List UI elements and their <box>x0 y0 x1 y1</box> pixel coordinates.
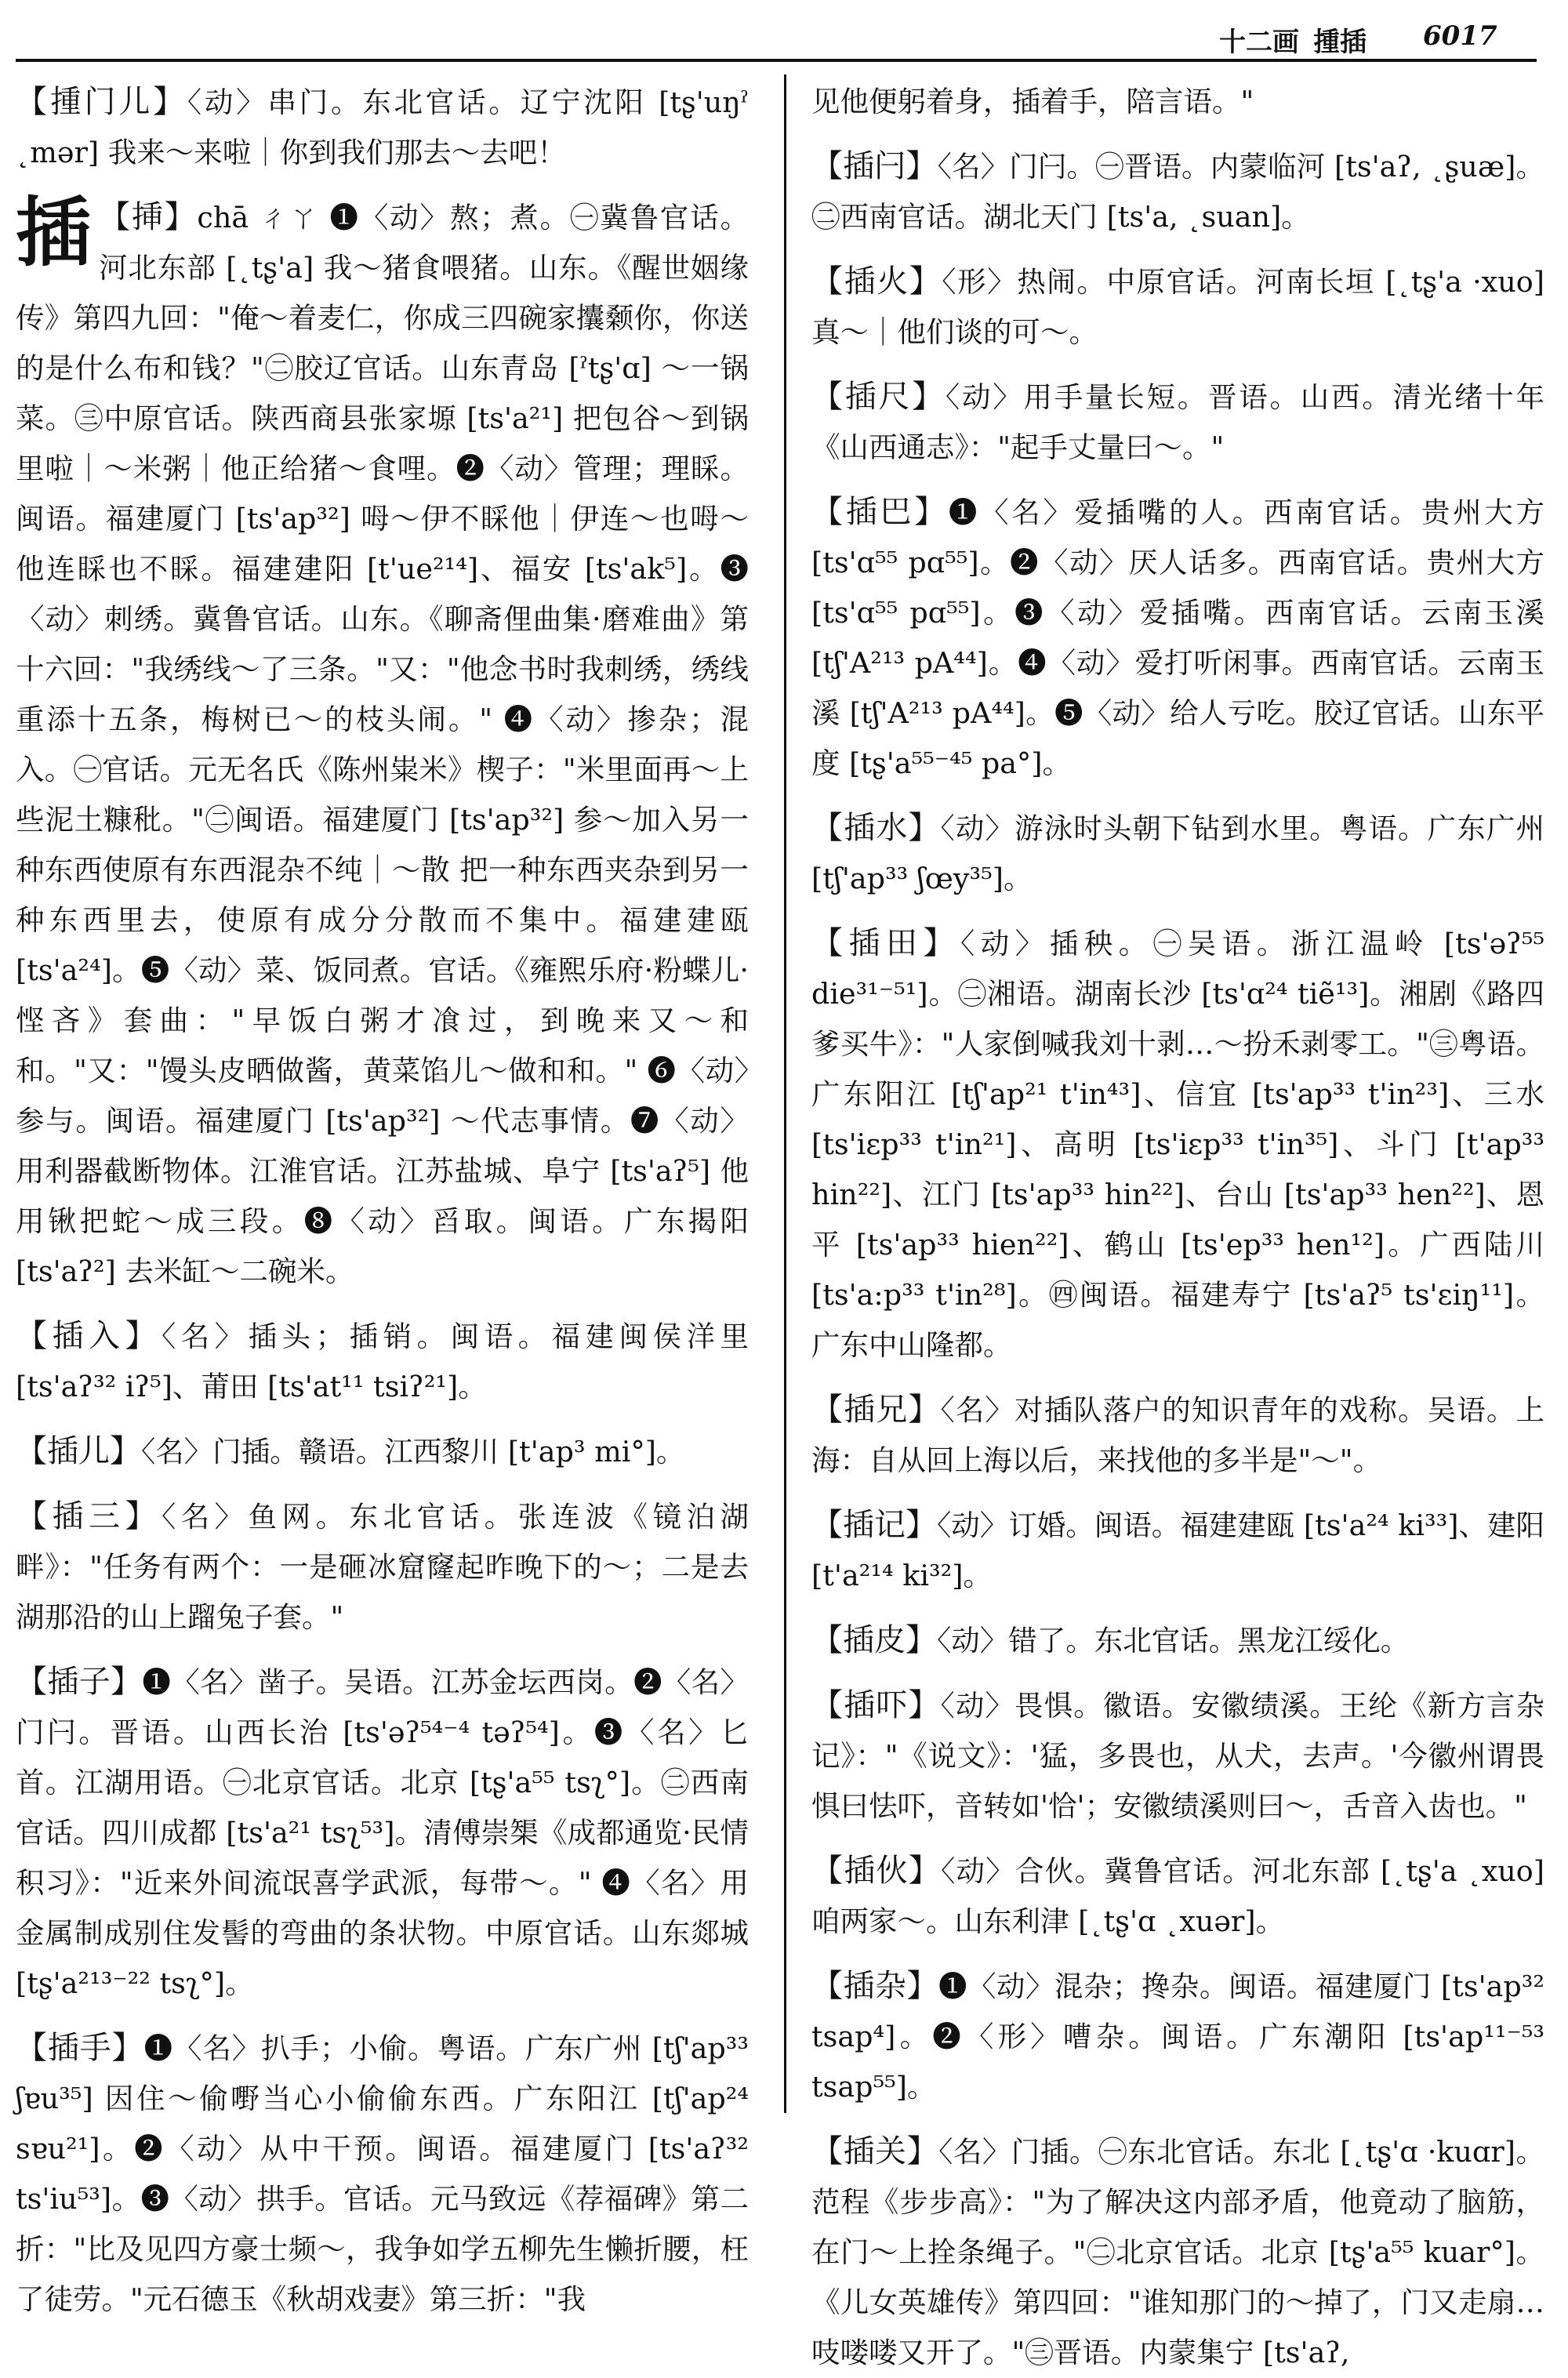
entry-headword: 【插入】 <box>16 1318 162 1354</box>
entry <box>16 188 750 1297</box>
entry-headword: 【插记】 <box>811 1507 938 1543</box>
entry-definition: ❶〈动〉混杂；搀杂。闽语。福建厦门 [ts'ap³² tsap⁴]。❷〈形〉嘈杂。闽语。广东潮阳 [ts'ap¹¹⁻⁵³ tsap⁵⁵]。 <box>811 1970 1544 2104</box>
entry <box>811 803 1544 904</box>
entry-definition: 〈名〉门插。赣语。江西黎川 [t'ap³ mi°]。 <box>141 1435 685 1469</box>
left-column <box>16 77 750 2316</box>
entry <box>811 1961 1544 2112</box>
column-divider <box>784 74 786 2113</box>
entry-headword: 【揰门儿】 <box>16 84 187 120</box>
entry <box>811 918 1544 1371</box>
entry-definition: 〈动〉用手量长短。晋语。山西。清光绪十年《山西通志》："起手丈量曰～。" <box>811 380 1544 464</box>
entry-definition: chā ㄔㄚ ❶〈动〉熬；煮。㊀冀鲁官话。河北东部 [˛tʂ'a] 我～猪食喂猪。山东。《醒世姻缘传》第四九回："俺～着麦仁，你成三四碗家攮颡你，你送的是什么布和钱？"㊁胶辽官话。山东青岛 [ˀtʂ'ɑ] ～一锅菜。㊂中原官话。陕西商县张家塬 [ts'a²¹] 把包谷～到锅里啦｜～米粥｜他正给猪～食哩。❷〈动〉管理；理睬。闽语。福建厦门 [ts'ap³²] 呣～伊不睬他｜伊连～也呣～他连睬也不睬。福建建阳 [t'ue²¹⁴]、福安 [ts'ak⁵]。❸〈动〉刺绣。冀鲁官话。山东。《聊斋俚曲集·磨难曲》第十六回："我绣线～了三条。"又："他念书时我刺绣，绣线重添十五条，梅树已～的枝头闹。" ❹〈动〉掺杂；混入。㊀官话。元无名氏《陈州粜米》楔子："米里面再～上些泥土糠秕。"㊁闽语。福建厦门 [ts'ap³²] 参～加入另一种东西使原有东西混杂不纯｜～散 把一种东西夹杂到另一种东西里去，使原有成分分散而不集中。福建建瓯 [ts'a²⁴]。❺〈动〉菜、饭同煮。官话。《雍熙乐府·粉蝶儿·悭吝》套曲："早饭白粥才飡过，到晚来又～和和。"又："馒头皮晒做酱，黄菜馅儿～做和和。" ❻〈动〉参与。闽语。福建厦门 [ts'ap³²] ～代志事情。❼〈动〉用利器截断物体。江淮官话。江苏盐城、阜宁 [ts'aʔ⁵] 他用锹把蛇～成三段。❽〈动〉舀取。闽语。广东揭阳 [ts'aʔ²] 去米缸～二碗米。 <box>16 201 750 1288</box>
entry-definition: 〈名〉门闩。㊀晋语。内蒙临河 [ts'aʔ, ˛ʂuæ]。㊁西南官话。湖北天门 [ts'a, ˛suan]。 <box>811 150 1544 234</box>
entry <box>16 1426 749 1477</box>
entry-headword: 【插伙】 <box>811 1853 942 1889</box>
entry <box>811 1500 1544 1601</box>
entry-definition: ❶〈名〉扒手；小偷。粤语。广东广州 [tʃ'ap³³ ʃɐu³⁵] 因住～偷嘢当心小偷偷东西。广东阳江 [tʃ'ap²⁴ sɐu²¹]。❷〈动〉从中干预。闽语。福建厦门 [ts'aʔ³² ts'iu⁵³]。❸〈动〉拱手。官话。元马致远《荐福碑》第二折："比及见四方豪士频～，我争如学五柳先生懒折腰，枉了徒劳。"元石德玉《秋胡戏妻》第三折："我 <box>16 2031 750 2316</box>
entry-definition: 〈动〉插秧。㊀吴语。浙江温岭 [ts'əʔ⁵⁵ die³¹⁻⁵¹]。㊁湘语。湖南长沙 [ts'ɑ²⁴ tiẽ¹³]。湘剧《路四爹买牛》："人家倒喊我刘十剥…～扮禾剥零工。"㊂粤语。广东阳江 [tʃ'ap²¹ t'in⁴³]、信宜 [ts'ap³³ t'in²³]、三水 [ts'iɛp³³ t'in²¹]、高明 [ts'iɛp³³ t'in³⁵]、斗门 [t'ap³³ hin²²]、江门 [ts'ap³³ hin²²]、台山 [ts'ap³³ hen²²]、恩平 [ts'ap³³ hien²²]、鹤山 [ts'ep³³ hen¹²]。广西陆川 [ts'a:p³³ t'in²⁸]。㊃闽语。福建寿宁 [ts'aʔ⁵ ts'ɛiŋ¹¹]。广东中山隆都。 <box>811 927 1544 1362</box>
entry <box>811 2126 1544 2378</box>
entry-definition: 〈名〉门插。㊀东北官话。东北 [˛tʂ'ɑ ·kuɑr]。范程《步步高》："为了解决这内部矛盾，他竟动了脑筋，在门～上拴条绳子。"㊁北京官话。北京 [tʂ'a⁵⁵ kuar°]。《儿女英雄传》第四回："谁知那门的～掉了，门又走扇…吱喽喽又开了。"㊂晋语。内蒙集宁 [ts'aʔ, <box>811 2135 1544 2369</box>
entry-continuation <box>811 77 1544 127</box>
header-section: 十二画 <box>1219 27 1299 58</box>
entry <box>16 1657 749 2009</box>
header-guide-words: 揰插 <box>1313 27 1367 58</box>
entry <box>811 372 1544 473</box>
entry-headword: 【插三】 <box>16 1498 162 1534</box>
header-page-number: 6017 <box>1423 20 1497 52</box>
entry-definition: 〈名〉插头；插销。闽语。福建闽侯洋里 [ts'aʔ³² iʔ⁵]、莆田 [ts'at¹¹ tsiʔ²¹]。 <box>16 1320 750 1403</box>
entry-definition: 〈动〉游泳时头朝下钻到水里。粤语。广东广州 [tʃ'ap³³ ʃœy³⁵]。 <box>811 811 1545 895</box>
entry-headword: 【插子】 <box>16 1664 143 1700</box>
entry <box>811 1846 1544 1947</box>
entry <box>16 1311 749 1412</box>
entry-definition: 〈名〉对插队落户的知识青年的戏称。吴语。上海：自从回上海以后，来找他的多半是"～"。 <box>811 1393 1545 1477</box>
entry-headword: 【插皮】 <box>811 1622 937 1658</box>
entry-headword: 【插闩】 <box>811 148 938 184</box>
entry <box>811 487 1544 789</box>
entry-definition: 〈动〉串门。东北官话。辽宁沈阳 [tʂ'uŋˀ ˛mər] 我来～来啦｜你到我们那去～去吧！ <box>16 85 750 169</box>
entry-headword: 【插儿】 <box>16 1433 141 1469</box>
entry-headword: 【插火】 <box>811 263 942 300</box>
entry <box>811 141 1544 242</box>
entry-definition: ❶〈名〉凿子。吴语。江苏金坛西岗。❷〈名〉门闩。晋语。山西长治 [ts'əʔ⁵⁴⁻⁴ təʔ⁵⁴]。❸〈名〉匕首。江湖用语。㊀北京官话。北京 [tʂ'a⁵⁵ tsʅ°]。㊁西南官话。四川成都 [ts'a²¹ tsʅ⁵³]。清傅崇榘《成都通览·民情积习》："近来外间流氓喜学武派，每带～。" ❹〈名〉用金属制成别住发髻的弯曲的条状物。中原官话。山东郯城 [tʂ'a²¹³⁻²² tsʅ°]。 <box>16 1665 750 2000</box>
entry-definition: 〈名〉鱼网。东北官话。张连波《镜泊湖畔》："任务有两个：一是砸冰窟窿起昨晚下的～；二是去湖那沿的山上蹓兔子套。" <box>16 1500 750 1634</box>
entry-headword: 【插手】 <box>16 2030 144 2066</box>
entry <box>16 77 749 178</box>
entry <box>16 2023 749 2325</box>
entry-definition: 〈动〉错了。东北官话。黑龙江绥化。 <box>937 1624 1410 1657</box>
entry-headword: 【插田】 <box>811 925 961 961</box>
page-header <box>0 14 1537 61</box>
entry-headword: 【插尺】 <box>811 379 946 415</box>
entry-headword: 【插吓】 <box>811 1687 941 1723</box>
entry-definition: 〈形〉热闹。中原官话。河南长垣 [˛tʂ'a ·xuo] 真～｜他们谈的可～。 <box>811 265 1544 349</box>
header-rule <box>16 59 1537 62</box>
entry-headword: 【插关】 <box>811 2133 939 2169</box>
entry-headword: 【插巴】 <box>811 494 949 530</box>
entry <box>811 1680 1544 1832</box>
entry-definition: 〈动〉合伙。冀鲁官话。河北东部 [˛tʂ'a ˛xuo] 咱两家～。山东利津 [˛tʂ'ɑ ˛xuər]。 <box>811 1854 1544 1938</box>
right-column <box>811 77 1545 2369</box>
entry-definition: 〈动〉订婚。闽语。福建建瓯 [ts'a²⁴ ki³³]、建阳 [t'a²¹⁴ ki³²]。 <box>811 1508 1545 1592</box>
entry <box>811 1615 1544 1666</box>
entry-headword: 【插兄】 <box>811 1392 941 1428</box>
entry-headword: 【插杂】 <box>811 1968 938 2004</box>
entry <box>16 1491 749 1643</box>
entry-definition: 〈动〉畏惧。徽语。安徽绩溪。王纶《新方言杂记》："《说文》：'猛，多畏也，从犬，去声。'今徽州谓畏惧曰怯吓，音转如'恰'；安徽绩溪则曰～，舌音入齿也。" <box>811 1689 1545 1823</box>
entry <box>811 1385 1544 1486</box>
head-character: 插 <box>16 188 91 277</box>
entry <box>811 256 1544 358</box>
entry-definition: ❶〈名〉爱插嘴的人。西南官话。贵州大方 [ts'ɑ⁵⁵ pɑ⁵⁵]。❷〈动〉厌人话多。西南官话。贵州大方 [ts'ɑ⁵⁵ pɑ⁵⁵]。❸〈动〉爱插嘴。西南官话。云南玉溪 [tʃ'A²¹³ pA⁴⁴]。❹〈动〉爱打听闲事。西南官话。云南玉溪 [tʃ'A²¹³ pA⁴⁴]。❺〈动〉给人亏吃。胶辽官话。山东平度 [tʂ'a⁵⁵⁻⁴⁵ pa°]。 <box>811 496 1545 780</box>
entry-headword: 【挿】 <box>99 199 198 235</box>
entry-definition: 见他便躬着身，插着手，陪言语。" <box>811 85 1254 118</box>
entry-headword: 【插水】 <box>811 810 941 846</box>
